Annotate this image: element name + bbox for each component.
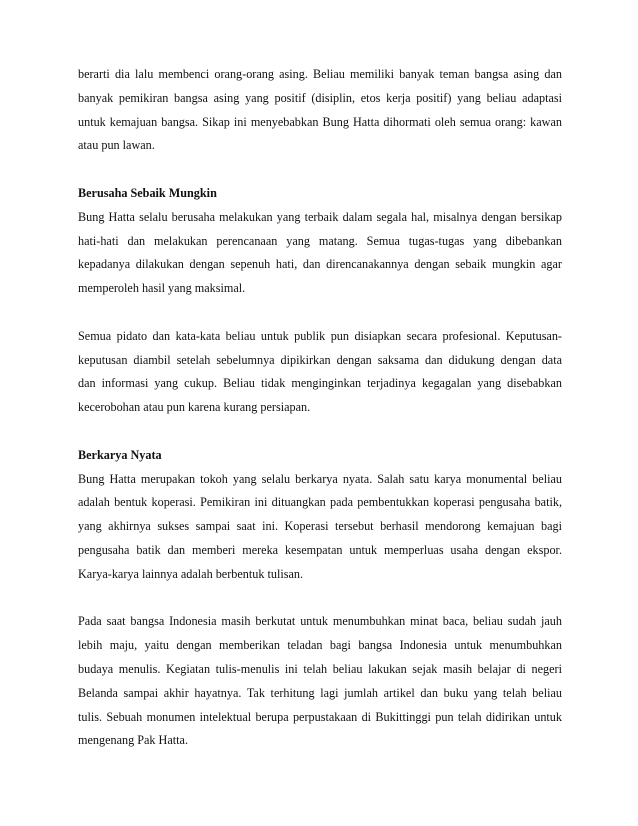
document-body	[78, 63, 562, 753]
paragraph-spacer	[78, 420, 562, 444]
text-line: hati-hati dan melakukan perencanaan yang matang. Semua tugas-tugas yang dibebankan	[78, 233, 562, 248]
text-line: memperoleh hasil yang maksimal.	[78, 281, 246, 296]
section-berkarya-nyata	[78, 444, 562, 587]
paragraph-spacer	[78, 587, 562, 611]
text-line: Semua pidato dan kata-kata beliau untuk publik pun disiapkan secara profesional. Keputusan-	[78, 328, 562, 343]
text-line: atau pun lawan.	[78, 138, 155, 153]
text-line: yang akhirnya sukses sampai saat ini. Koperasi tersebut berhasil mendorong kemajuan bagi	[78, 519, 562, 534]
text-line: Pada saat bangsa Indonesia masih berkutat untuk menumbuhkan minat baca, beliau sudah jauh	[78, 614, 562, 629]
text-line: Bung Hatta selalu berusaha melakukan yang terbaik dalam segala hal, misalnya dengan bersikap	[78, 209, 562, 224]
text-line: Karya-karya lainnya adalah berbentuk tulisan.	[78, 566, 304, 581]
text-line: berarti dia lalu membenci orang-orang asing. Beliau memiliki banyak teman bangsa asing dan	[78, 67, 562, 81]
text-line: Bung Hatta merupakan tokoh yang selalu berkarya nyata. Salah satu karya monumental beliau	[78, 471, 562, 486]
section-berusaha-sebaik-mungkin	[78, 182, 562, 301]
text-line: budaya menulis. Kegiatan tulis-menulis ini telah beliau lakukan sejak masih belajar di negeri	[78, 661, 562, 676]
text-line: untuk kemajuan bangsa. Sikap ini menyebabkan Bung Hatta dihormati oleh semua orang: kawan	[78, 114, 562, 129]
section-heading: Berusaha Sebaik Mungkin	[78, 185, 217, 200]
text-line: Belanda sampai akhir hayatnya. Tak terhitung lagi jumlah artikel dan buku yang telah beliau	[78, 685, 562, 700]
text-line: adalah bentuk koperasi. Pemikiran ini dituangkan pada pembentukkan koperasi pengusaha batik,	[78, 495, 562, 510]
text-line: banyak pemikiran bangsa asing yang positif (disiplin, etos kerja positif) yang beliau adaptasi	[78, 90, 562, 105]
text-line: tulis. Sebuah monumen intelektual berupa perpustakaan di Bukittinggi pun telah didirikan untuk	[78, 709, 562, 724]
paragraph-intro	[78, 63, 562, 158]
text-line: dan informasi yang cukup. Beliau tidak menginginkan terjadinya kegagalan yang disebabkan	[78, 376, 562, 391]
paragraph-spacer	[78, 301, 562, 325]
text-line: keputusan diambil setelah sebelumnya dipikirkan dengan saksama dan didukung dengan data	[78, 352, 562, 367]
text-line: kecerobohan atau pun karena kurang persiapan.	[78, 400, 311, 415]
section-heading: Berkarya Nyata	[78, 447, 162, 462]
paragraph-spacer	[78, 158, 562, 182]
text-line: kepadanya dilakukan dengan sepenuh hati, dan direncanakannya dengan sebaik mungkin agar	[78, 257, 562, 272]
text-line: pengusaha batik dan memberi mereka kesempatan untuk memperluas usaha dengan ekspor.	[78, 542, 562, 557]
text-line: lebih maju, yaitu dengan memberikan teladan bagi bangsa Indonesia untuk menumbuhkan	[78, 638, 562, 653]
paragraph-pidato	[78, 325, 562, 420]
paragraph-menulis	[78, 610, 562, 753]
text-line: mengenang Pak Hatta.	[78, 733, 188, 748]
